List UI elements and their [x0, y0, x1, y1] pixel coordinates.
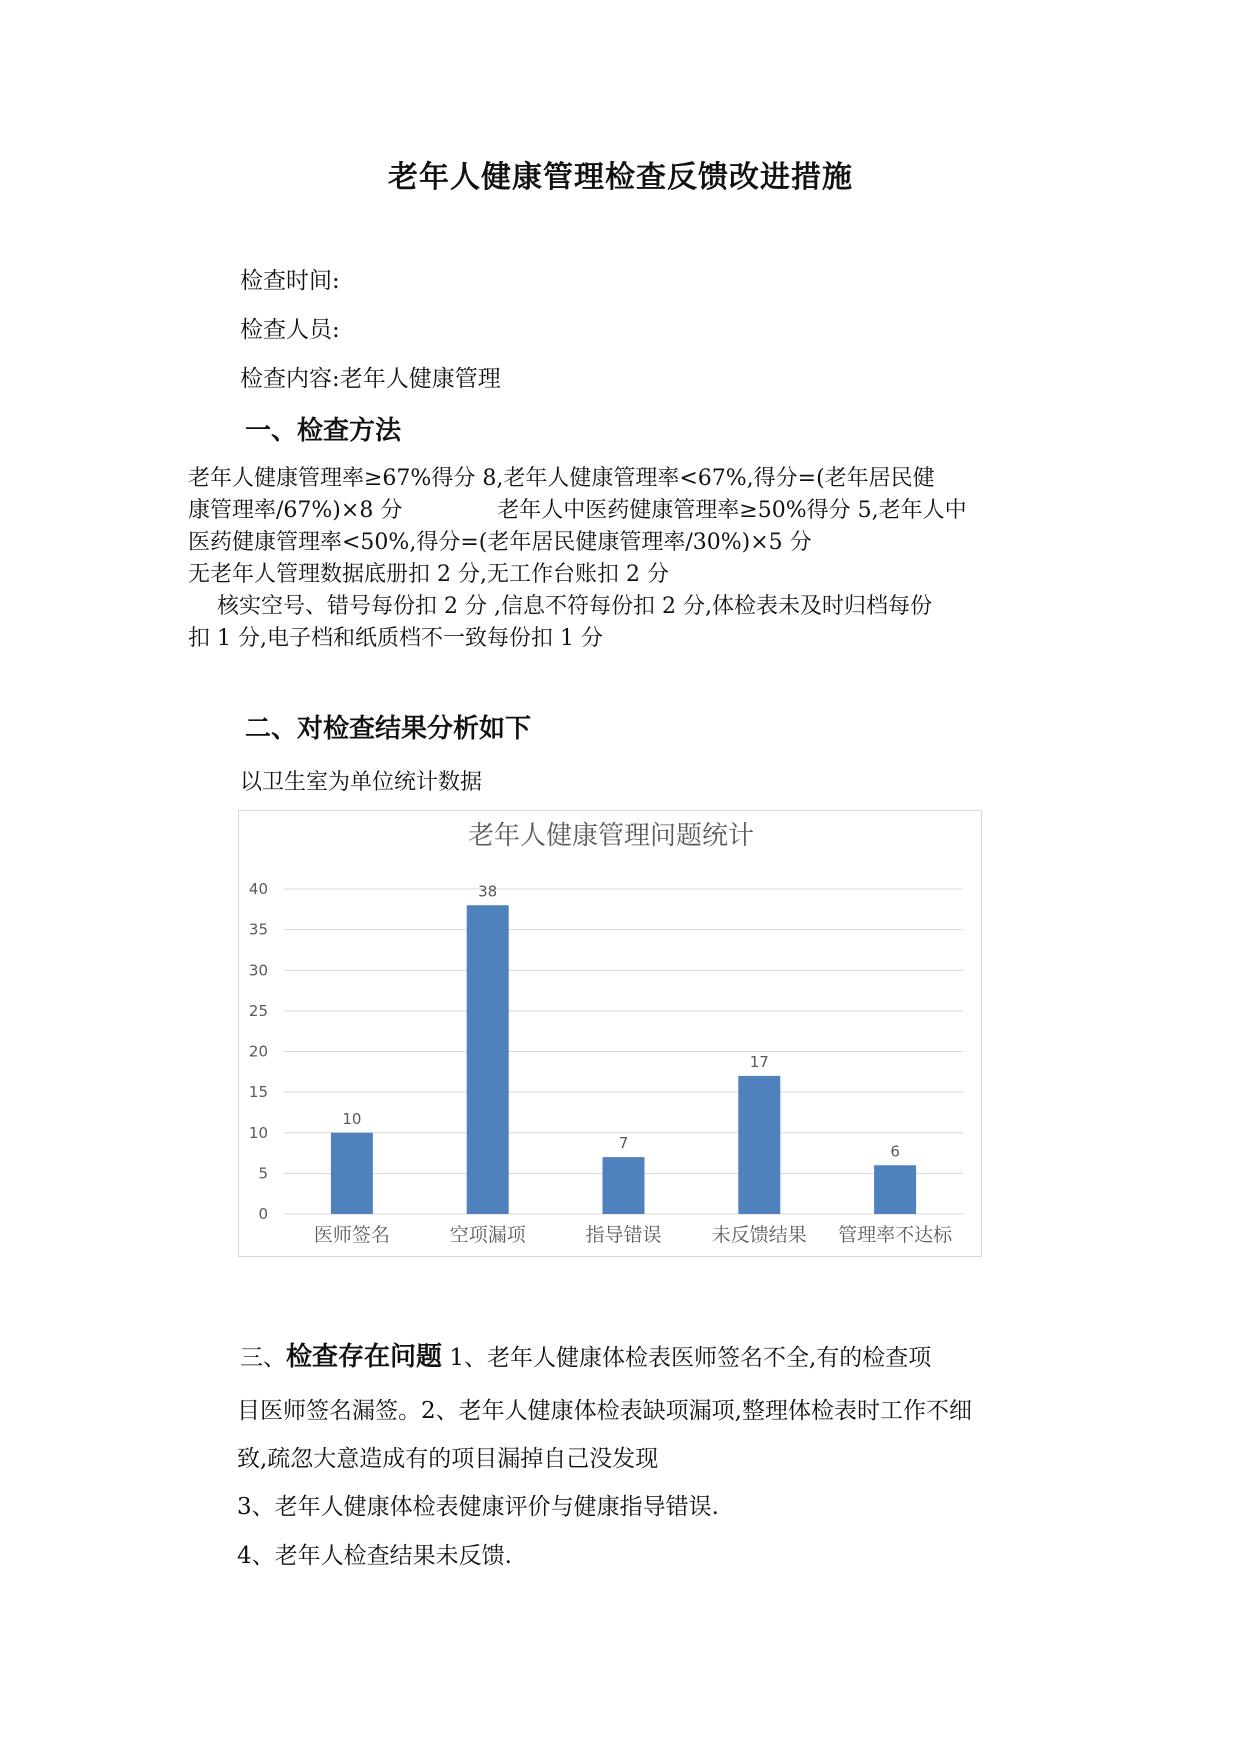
y-tick-label: 25	[248, 1001, 268, 1020]
bar	[467, 905, 509, 1214]
bar-chart	[238, 810, 982, 1257]
section3-line-4: 3、老年人健康体检表健康评价与健康指导错误.	[237, 1494, 719, 1520]
category-label: 医师签名	[313, 1224, 390, 1246]
y-tick-label: 20	[248, 1042, 268, 1061]
data-label: 10	[342, 1109, 362, 1128]
section3-prefix: 三、	[240, 1345, 286, 1371]
check-content-label: 检查内容:老年人健康管理	[240, 366, 501, 392]
check-time-label: 检查时间:	[240, 268, 340, 294]
chart-title: 老年人健康管理问题统计	[467, 821, 755, 851]
y-tick-label: 0	[258, 1205, 268, 1223]
section3-line-1	[240, 1336, 931, 1373]
data-label: 7	[618, 1134, 629, 1153]
chart-canvas	[239, 811, 983, 1258]
section3-line-3: 致,疏忽大意造成有的项目漏掉自己没发现	[237, 1446, 659, 1472]
bar	[874, 1165, 916, 1214]
y-tick-label: 35	[248, 920, 268, 939]
y-tick-label: 30	[248, 961, 268, 980]
bar	[603, 1157, 645, 1214]
category-label: 未反馈结果	[711, 1224, 807, 1246]
y-tick-label: 15	[248, 1083, 268, 1102]
data-label: 17	[749, 1052, 769, 1071]
category-label: 指导错误	[585, 1224, 662, 1246]
section3-line-2: 目医师签名漏签。2、老年人健康体检表缺项漏项,整理体检表时工作不细	[237, 1398, 972, 1424]
method-line-6: 扣 1 分,电子档和纸质档不一致每份扣 1 分	[188, 626, 603, 651]
data-label: 6	[890, 1142, 900, 1161]
section3-heading: 检查存在问题	[286, 1342, 443, 1372]
check-people-label: 检查人员:	[240, 317, 340, 343]
method-line-3: 医药健康管理率<50%,得分=(老年居民健康管理率/30%)×5 分	[188, 530, 812, 555]
document-title: 老年人健康管理检查反馈改进措施	[388, 160, 853, 195]
method-line-4: 无老年人管理数据底册扣 2 分,无工作台账扣 2 分	[188, 562, 669, 587]
section1-heading: 一、检查方法	[245, 416, 402, 446]
category-label: 管理率不达标	[838, 1224, 953, 1246]
y-tick-label: 5	[258, 1164, 268, 1183]
y-tick-label: 10	[248, 1123, 268, 1142]
section2-heading: 二、对检查结果分析如下	[245, 714, 532, 744]
bar	[331, 1133, 373, 1214]
section3-line1-text: 1、老年人健康体检表医师签名不全,有的检查项	[442, 1345, 932, 1371]
method-line-2: 康管理率/67%)×8 分 老年人中医药健康管理率≥50%得分 5,老年人中	[188, 498, 967, 523]
section2-intro: 以卫生室为单位统计数据	[240, 770, 483, 795]
method-line-5: 核实空号、错号每份扣 2 分 ,信息不符每份扣 2 分,体检表未及时归档每份	[188, 594, 932, 619]
section3-line-5: 4、老年人检查结果未反馈.	[237, 1543, 512, 1569]
y-tick-label: 40	[248, 880, 268, 898]
category-label: 空项漏项	[449, 1224, 526, 1246]
method-line-1: 老年人健康管理率≥67%得分 8,老年人健康管理率<67%,得分=(老年居民健	[188, 466, 935, 491]
bar	[738, 1076, 780, 1214]
data-label: 38	[478, 882, 498, 901]
